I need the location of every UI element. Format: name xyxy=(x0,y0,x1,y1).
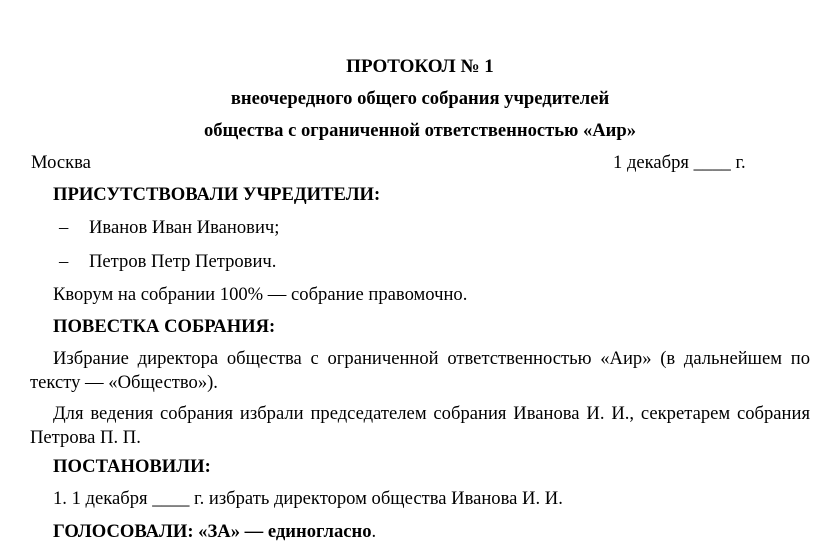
document-title: ПРОТОКОЛ № 1 xyxy=(346,56,494,77)
vote-result-period: . xyxy=(371,521,377,542)
document-date: 1 декабря ____ г. xyxy=(613,152,746,173)
document-subtitle-2: общества с ограниченной ответственностью «Аир» xyxy=(203,120,637,141)
quorum-text: Кворум на собрании 100% — собрание правомочно. xyxy=(53,284,468,305)
city: Москва xyxy=(31,152,91,173)
chair-text: Для ведения собрания избрали председателем собрания Иванова И. И., секретарем собрания Петрова П. П. xyxy=(30,403,810,448)
resolution-item-1: 1. 1 декабря ____ г. избрать директором общества Иванова И. И. xyxy=(53,488,563,509)
vote-result xyxy=(53,521,376,543)
agenda-heading: ПОВЕСТКА СОБРАНИЯ: xyxy=(53,316,276,337)
vote-result-label: ГОЛОСОВАЛИ: «ЗА» — единогласно xyxy=(53,521,372,542)
resolved-heading: ПОСТАНОВИЛИ: xyxy=(53,456,211,477)
list-bullet: – xyxy=(59,217,69,238)
founder-name: Иванов Иван Иванович; xyxy=(89,217,280,238)
present-heading: ПРИСУТСТВОВАЛИ УЧРЕДИТЕЛИ: xyxy=(53,184,381,205)
founder-name: Петров Петр Петрович. xyxy=(89,251,277,272)
agenda-text: Избрание директора общества с ограниченной ответственностью «Аир» (в дальнейшем по тексту — «Общество»). xyxy=(30,348,810,393)
document-subtitle-1: внеочередного общего собрания учредителей xyxy=(230,88,610,109)
list-bullet: – xyxy=(59,251,69,272)
